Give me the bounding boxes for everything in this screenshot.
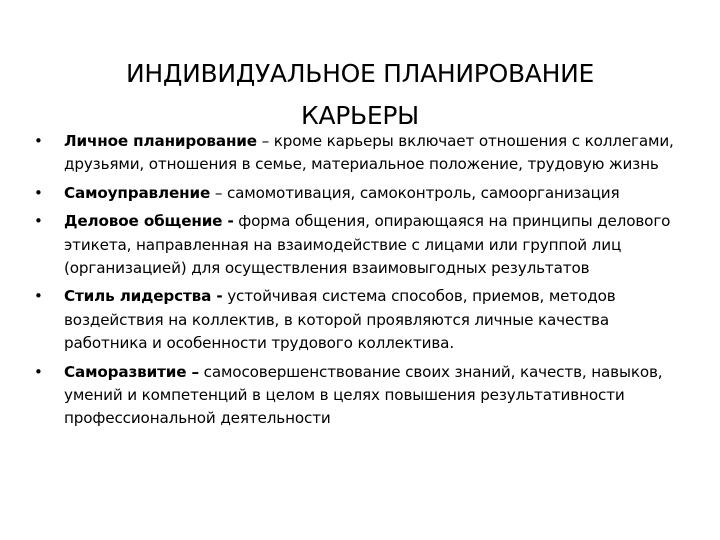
slide-title-line-1: ИНДИВИДУАЛЬНОЕ ПЛАНИРОВАНИЕ: [125, 58, 595, 88]
bullet-item-self-management: [34, 182, 674, 205]
slide-title-line-2: КАРЬЕРЫ: [301, 100, 419, 130]
bullet-term: Саморазвитие –: [64, 362, 199, 381]
bullet-icon: •: [34, 183, 43, 202]
bullet-list: [34, 130, 674, 436]
bullet-icon: •: [34, 287, 43, 306]
bullet-item-leadership-style: [34, 285, 674, 355]
bullet-icon: •: [34, 362, 43, 381]
bullet-item-self-development: [34, 361, 674, 431]
bullet-text: самосовершенствование своих знаний, качеств, навыков, умений и компетенций в целом в целях повышения результативности профессиональной деятельности: [64, 362, 663, 428]
bullet-item-business-communication: [34, 210, 674, 280]
bullet-term: Стиль лидерства -: [64, 287, 223, 306]
bullet-term: Личное планирование: [64, 132, 257, 150]
bullet-icon: •: [34, 132, 43, 150]
bullet-icon: •: [34, 212, 43, 231]
bullet-text: устойчивая система способов, приемов, методов воздействия на коллектив, в которой проявляются личные качества работника и особенности трудового коллектива.: [64, 287, 616, 353]
bullet-term: Самоуправление: [64, 183, 211, 202]
bullet-text: – кроме карьеры включает отношения с коллегами, друзьями, отношения в семье, материальное положение, трудовую жизнь: [64, 132, 674, 174]
bullet-term: Деловое общение -: [64, 212, 234, 231]
slide-title: [60, 53, 660, 137]
bullet-text: – самомотивация, самоконтроль, самоорганизация: [210, 183, 620, 202]
bullet-text: форма общения, опирающаяся на принципы делового этикета, направленная на взаимодействие с лицами или группой лиц (организацией) для осуществления взаимовыгодных результатов: [64, 212, 671, 278]
bullet-item-personal-planning: [34, 130, 674, 177]
